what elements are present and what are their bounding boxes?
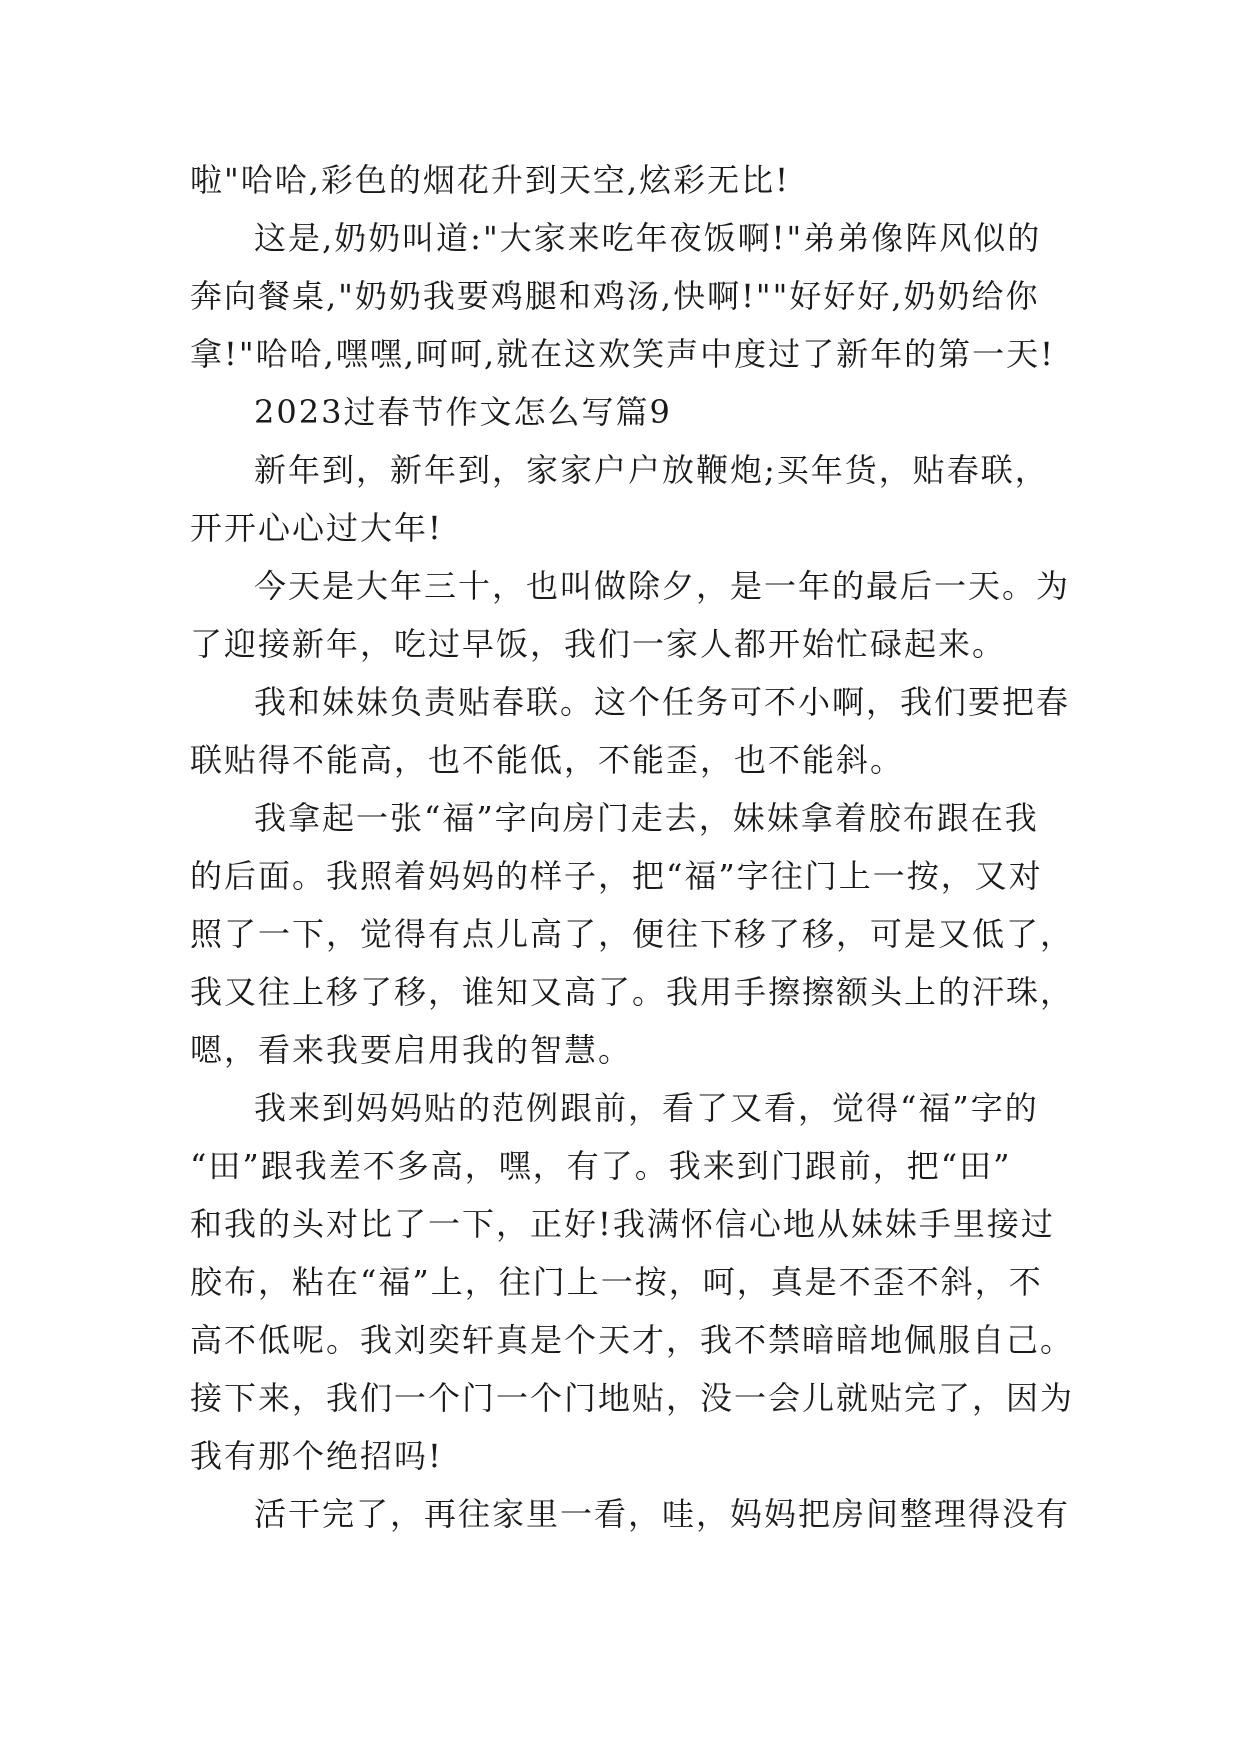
text-line: 胶布，粘在“福”上，往门上一按，呵，真是不歪不斜，不 <box>190 1263 1043 1301</box>
text-line: 我来到妈妈贴的范例跟前，看了又看，觉得“福”字的 <box>254 1089 1039 1127</box>
text-line: 奔向餐桌,"奶奶我要鸡腿和鸡汤,快啊!""好好好,奶奶给你 <box>190 277 1040 315</box>
text-line: 了迎接新年，吃过早饭，我们一家人都开始忙碌起来。 <box>190 625 1007 663</box>
text-line: 接下来，我们一个门一个门地贴，没一会儿就贴完了，因为 <box>190 1379 1075 1417</box>
text-line: 和我的头对比了一下，正好!我满怀信心地从妹妹手里接过 <box>190 1205 1055 1243</box>
text-line: 联贴得不能高，也不能低，不能歪，也不能斜。 <box>190 741 905 779</box>
text-line: “田”跟我差不多高，嘿，有了。我来到门跟前，把“田” <box>190 1147 1012 1185</box>
text-line: 啦"哈哈,彩色的烟花升到天空,炫彩无比! <box>190 161 790 199</box>
section-heading: 2023过春节作文怎么写篇9 <box>254 393 672 431</box>
text-line: 我又往上移了移，谁知又高了。我用手擦擦额头上的汗珠， <box>190 973 1075 1011</box>
text-line: 嗯，看来我要启用我的智慧。 <box>190 1031 633 1069</box>
text-line: 的后面。我照着妈妈的样子，把“福”字往门上一按，又对 <box>190 857 1043 895</box>
text-line: 拿!"哈哈,嘿嘿,呵呵,就在这欢笑声中度过了新年的第一天! <box>190 335 1055 373</box>
text-line: 高不低呢。我刘奕轩真是个天才，我不禁暗暗地佩服自己。 <box>190 1321 1075 1359</box>
text-line: 照了一下，觉得有点儿高了，便往下移了移，可是又低了， <box>190 915 1075 953</box>
text-line: 我拿起一张“福”字向房门走去，妹妹拿着胶布跟在我 <box>254 799 1039 837</box>
text-line: 今天是大年三十，也叫做除夕，是一年的最后一天。为 <box>254 567 1071 605</box>
text-line: 开开心心过大年! <box>190 509 443 547</box>
text-line: 我有那个绝招吗! <box>190 1437 443 1475</box>
text-line: 我和妹妹负责贴春联。这个任务可不小啊，我们要把春 <box>254 683 1071 721</box>
text-line: 新年到，新年到，家家户户放鞭炮;买年货，贴春联， <box>254 451 1049 489</box>
text-line: 活干完了，再往家里一看，哇，妈妈把房间整理得没有 <box>254 1495 1071 1533</box>
text-line: 这是,奶奶叫道:"大家来吃年夜饭啊!"弟弟像阵风似的 <box>254 219 1042 257</box>
